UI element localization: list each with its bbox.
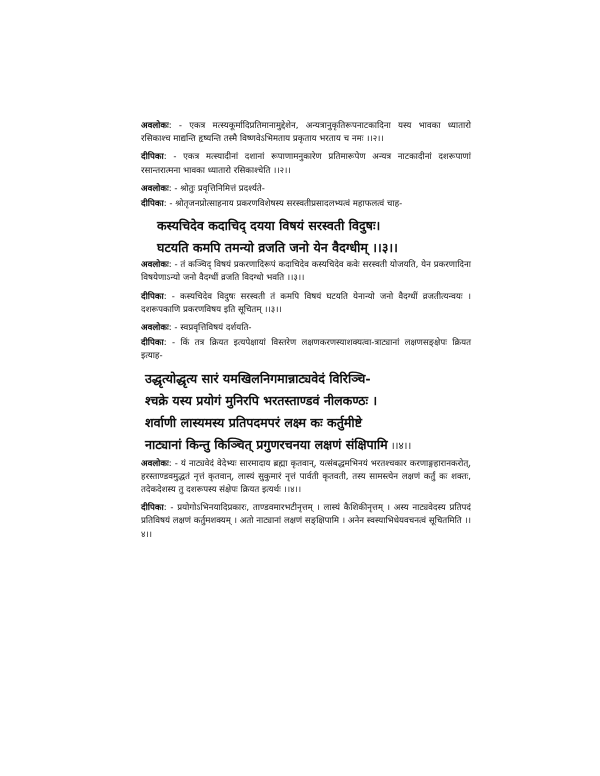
commentary-label: अवलोकः [141,323,169,334]
commentary-text: - कस्यचिदेव विदुषः सरस्वती तं कमपि विषयं घटयति येनान्यो जनो वैदग्धीं व्रजतीत्यन्वयः । दशरूपकाणि प्रकरणविषय इति सूचितम् ।।३।। [141,291,471,315]
commentary-text: - किं तत्र क्रियत इत्यपेक्षायां विस्तरेण लक्षणकरणस्याशक्यत्वा-त्राट्यानां लक्षणसङ्क्षेपः क्रियत इत्याह- [141,338,471,362]
commentary-label: अवलोकः [141,260,169,271]
commentary-text: - एकत्र मत्स्यकूर्मादिप्रतिमानामुद्देशेन, अन्यत्रानुकृतिरूपनाटकादिना यस्य भावका ध्यातारो रसिकाश्च माद्यन्ति हृष्यन्ति तस्मै विष्णवेऽभिमताय प्रकृताय भरताय च नमः ।।२।। [141,121,471,145]
verse-text: शर्वाणी लास्यमस्य प्रतिपदमपरं लक्ष्म कः कर्तुमीष्टे [145,414,363,430]
commentary-label: अवलोकः [141,121,169,131]
verse-line [141,369,471,389]
commentary-text: - प्रयोगोऽभिनयादिप्रकारः, ताण्डवमारभटीनृत्तम् । लास्यं कैशिकीनृत्तम् । अस्य नाट्यवेदस्य प्रतिपदं प्रतिविषयं लक्षणं कर्तुमशक्यम् । अतो नाट्यानां लक्षणं सङ्क्षिपामि । अनेन स्वस्याभिधेयवचनत्वं सूचितमिति ।।४।। [141,503,471,540]
verse-line [141,413,471,433]
commentary-label: अवलोकः [141,458,169,469]
commentary-paragraph: अवलोकः: - तं कञ्चिद् विषयं प्रकरणादिरूपं कदाचिदेव कस्यचिदेव कवेः सरस्वती योजयति, येन प्रकरणादिना विषयेणाऽन्यो जनो वैदग्धीं व्रजति विदग्धो भवति ।।३।। [141,260,471,284]
commentary-text: - तं कञ्चिद् विषयं प्रकरणादिरूपं कदाचिदेव कस्यचिदेव कवेः सरस्वती योजयति, येन प्रकरणादिना विषयेणाऽन्यो जनो वैदग्धीं व्रजति विदग्धो भवति ।।३।। [141,260,471,284]
commentary-paragraph: दीपिका: - कस्यचिदेव विदुषः सरस्वती तं कमपि विषयं घटयति येनान्यो जनो वैदग्धीं व्रजतीत्यन्वयः । दशरूपकाणि प्रकरणविषय इति सूचितम् ।।३।। [141,291,471,315]
commentary-label: दीपिका [141,199,164,210]
commentary-label: अवलोकः [141,183,169,194]
commentary-paragraph: दीपिका: - एकत्र मत्स्यादीनां दशानां रूपाणामनुकारेण प्रतिमारूपेण अन्यत्र नाटकादीनां दशरूपाणां रसान्तरात्मना भावका ध्यातारो रसिकाश्चेति ।।२।। [141,152,471,176]
verse-text: घटयति कमपि तमन्यो व्रजति जनो येन वैदग्धीम् ।।३।। [157,240,398,256]
commentary-paragraph: अवलोकः: - एकत्र मत्स्यकूर्मादिप्रतिमानामुद्देशेन, अन्यत्रानुकृतिरूपनाटकादिना यस्य भावका ध्यातारो रसिकाश्च माद्यन्ति हृष्यन्ति तस्मै विष्णवेऽभिमताय प्रकृताय भरताय च नमः ।।२।। [141,121,471,145]
commentary-paragraph: दीपिका: - किं तत्र क्रियत इत्यपेक्षायां विस्तरेण लक्षणकरणस्याशक्यत्वा-त्राट्यानां लक्षणसङ्क्षेपः क्रियत इत्याह- [141,338,471,362]
commentary-text: - स्वप्रवृत्तिविषयं दर्शयति- [171,323,252,334]
verse-line [141,238,471,258]
commentary-label: दीपिका [141,338,164,349]
verse-text: उद्धृत्योद्धृत्य सारं यमखिलनिगमान्नाट्यवेदं विरिञ्चि- [145,370,371,386]
verse-line [141,216,471,236]
verse-text: कस्यचिदेव कदाचिद् दयया विषयं सरस्वती विदुषः। [157,218,381,234]
commentary-paragraph: अवलोकः: - स्वप्रवृत्तिविषयं दर्शयति- [141,323,252,334]
document-page [141,120,471,547]
verse-number: ।।४।। [387,440,412,452]
verse-text: नाट्यानां किन्तु किञ्चित् प्रगुणरचनया लक्षणं संक्षिपामि [145,436,388,452]
commentary-text: - एकत्र मत्स्यादीनां दशानां रूपाणामनुकारेण प्रतिमारूपेण अन्यत्र नाटकादीनां दशरूपाणां रसान्तरात्मना भावका ध्यातारो रसिकाश्चेति ।।२।। [141,152,471,176]
commentary-paragraph: अवलोकः: - श्रोतुः प्रवृत्तिनिमित्तं प्रदर्श्यते- [141,183,265,194]
commentary-paragraph: दीपिका: - प्रयोगोऽभिनयादिप्रकारः, ताण्डवमारभटीनृत्तम् । लास्यं कैशिकीनृत्तम् । अस्य नाट्यवेदस्य प्रतिपदं प्रतिविषयं लक्षणं कर्तुमशक्यम् । अतो नाट्यानां लक्षणं सङ्क्षिपामि । अनेन स्वस्याभिधेयवचनत्वं सूचितमिति ।।४।। [141,503,471,540]
verse-text: श्चक्रे यस्य प्रयोगं मुनिरपि भरतस्ताण्डवं नीलकण्ठः । [145,392,378,408]
commentary-label: दीपिका [141,291,164,302]
commentary-text: - यं नाट्यवेदं वेदेभ्यः सारमादाय ब्रह्मा कृतवान्, यत्संबद्धमभिनयं भरतश्चकार करणाङ्गहारानकरोत्, हरस्ताण्डवमुद्धतं नृत्तं कृतवान्, लास्यं सुकुमारं नृत्तं पार्वती कृतवती, तस्य सामस्त्येन लक्षणं कर्तुं कः शक्तः, तदेकदेशस्य तु दशरूपस्य संक्षेपः क्रियत इत्यर्थः ।।४।। [141,458,471,496]
commentary-label: दीपिका [141,503,164,514]
commentary-label: दीपिका [141,152,164,163]
verse-line [141,391,471,411]
verse-line [141,435,471,457]
commentary-text: - श्रोतुः प्रवृत्तिनिमित्तं प्रदर्श्यते- [171,183,265,194]
commentary-paragraph: अवलोकः: - यं नाट्यवेदं वेदेभ्यः सारमादाय ब्रह्मा कृतवान्, यत्संबद्धमभिनयं भरतश्चकार करणाङ्गहारानकरोत्, हरस्ताण्डवमुद्धतं नृत्तं कृतवान्, लास्यं सुकुमारं नृत्तं पार्वती कृतवती, तस्य सामस्त्येन लक्षणं कर्तुं कः शक्तः, तदेकदेशस्य तु दशरूपस्य संक्षेपः क्रियत इत्यर्थः ।।४।। [141,458,471,496]
commentary-text: - श्रोतृजनप्रोत्साहनाय प्रकरणविशेषस्य सरस्वतीप्रसादलभ्यत्वं महाफलत्वं चाह- [166,199,403,210]
commentary-paragraph: दीपिका: - श्रोतृजनप्रोत्साहनाय प्रकरणविशेषस्य सरस्वतीप्रसादलभ्यत्वं महाफलत्वं चाह- [141,199,403,210]
